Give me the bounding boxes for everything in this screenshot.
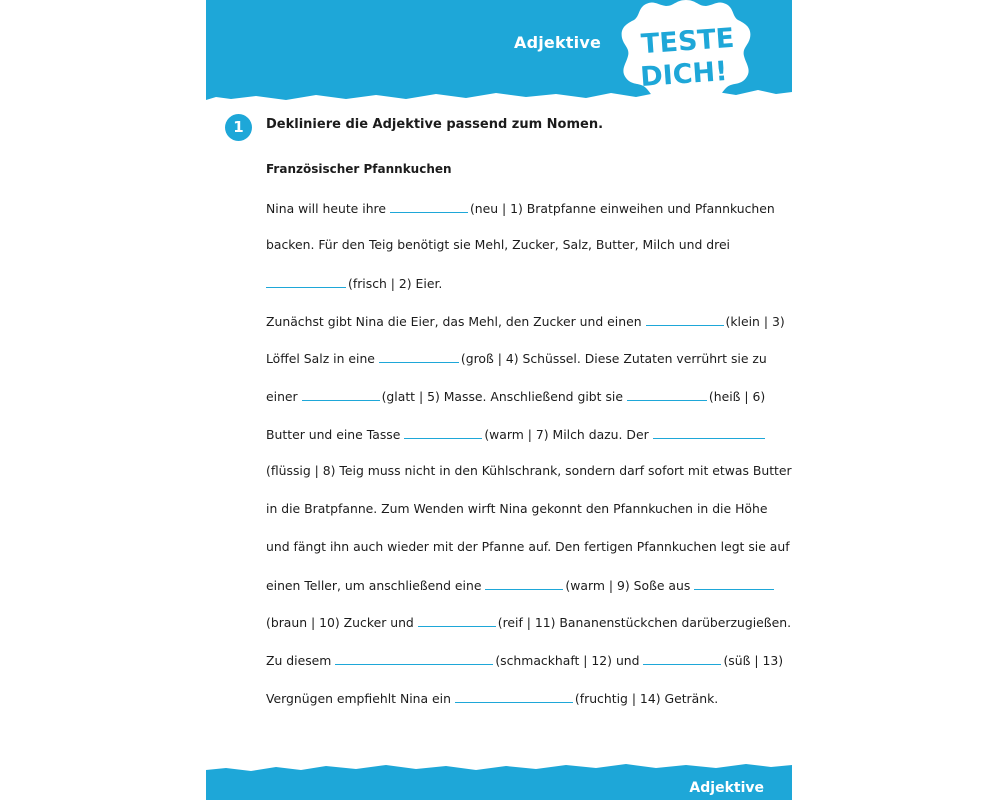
answer-blank-14[interactable] xyxy=(455,690,573,703)
footer-title: Adjektive xyxy=(689,780,764,796)
badge-line2: DICH! xyxy=(639,56,729,94)
text-line: in die Bratpfanne. Zum Wenden wirft Nina gekonnt den Pfannkuchen in die Höhe xyxy=(266,501,768,516)
answer-blank-4[interactable] xyxy=(379,350,459,363)
header-title: Adjektive xyxy=(514,33,602,52)
text-line: (frisch | 2) Eier. xyxy=(266,275,442,291)
text-line: und fängt ihn auch wieder mit der Pfanne auf. Den fertigen Pfannkuchen legt sie auf xyxy=(266,539,790,554)
answer-blank-2[interactable] xyxy=(266,275,346,288)
text-line: Löffel Salz in eine (groß | 4) Schüssel. Diese Zutaten verrührt sie zu xyxy=(266,351,767,366)
text-line: (flüssig | 8) Teig muss nicht in den Kühlschrank, sondern darf sofort mit etwas Butter xyxy=(266,463,792,478)
answer-blank-5[interactable] xyxy=(302,388,380,401)
text-subtitle: Französischer Pfannkuchen xyxy=(266,162,452,176)
answer-blank-12[interactable] xyxy=(335,652,493,665)
teste-dich-badge xyxy=(618,0,754,108)
text-line: Nina will heute ihre (neu | 1) Bratpfanne einweihen und Pfannkuchen xyxy=(266,201,775,216)
text-line: (braun | 10) Zucker und (reif | 11) Bananenstückchen darüberzugießen. xyxy=(266,615,792,630)
text-line: Butter und eine Tasse (warm | 7) Milch dazu. Der xyxy=(266,426,767,442)
task-instruction: Dekliniere die Adjektive passend zum Nomen. xyxy=(266,117,604,132)
task-number-badge: 1 xyxy=(225,114,252,141)
text-line: Zunächst gibt Nina die Eier, das Mehl, den Zucker und einen (klein | 3) xyxy=(266,314,785,329)
text-line: einer (glatt | 5) Masse. Anschließend gibt sie (heiß | 6) xyxy=(266,389,766,404)
text-line: backen. Für den Teig benötigt sie Mehl, Zucker, Salz, Butter, Milch und drei xyxy=(266,237,731,252)
answer-blank-10[interactable] xyxy=(694,577,774,590)
answer-blank-9[interactable] xyxy=(485,577,563,590)
answer-blank-3[interactable] xyxy=(646,313,724,326)
answer-blank-6[interactable] xyxy=(627,388,707,401)
answer-blank-8[interactable] xyxy=(653,426,765,439)
answer-blank-1[interactable] xyxy=(390,200,468,213)
text-line: einen Teller, um anschließend eine (warm | 9) Soße aus xyxy=(266,577,776,593)
worksheet-page xyxy=(206,0,792,800)
answer-blank-13[interactable] xyxy=(643,652,721,665)
text-line: Zu diesem (schmackhaft | 12) und (süß | 13) xyxy=(266,653,784,668)
text-line: Vergnügen empfiehlt Nina ein (fruchtig | 14) Getränk. xyxy=(266,691,719,706)
answer-blank-11[interactable] xyxy=(418,614,496,627)
badge-line1: TESTE xyxy=(640,22,736,61)
answer-blank-7[interactable] xyxy=(404,426,482,439)
